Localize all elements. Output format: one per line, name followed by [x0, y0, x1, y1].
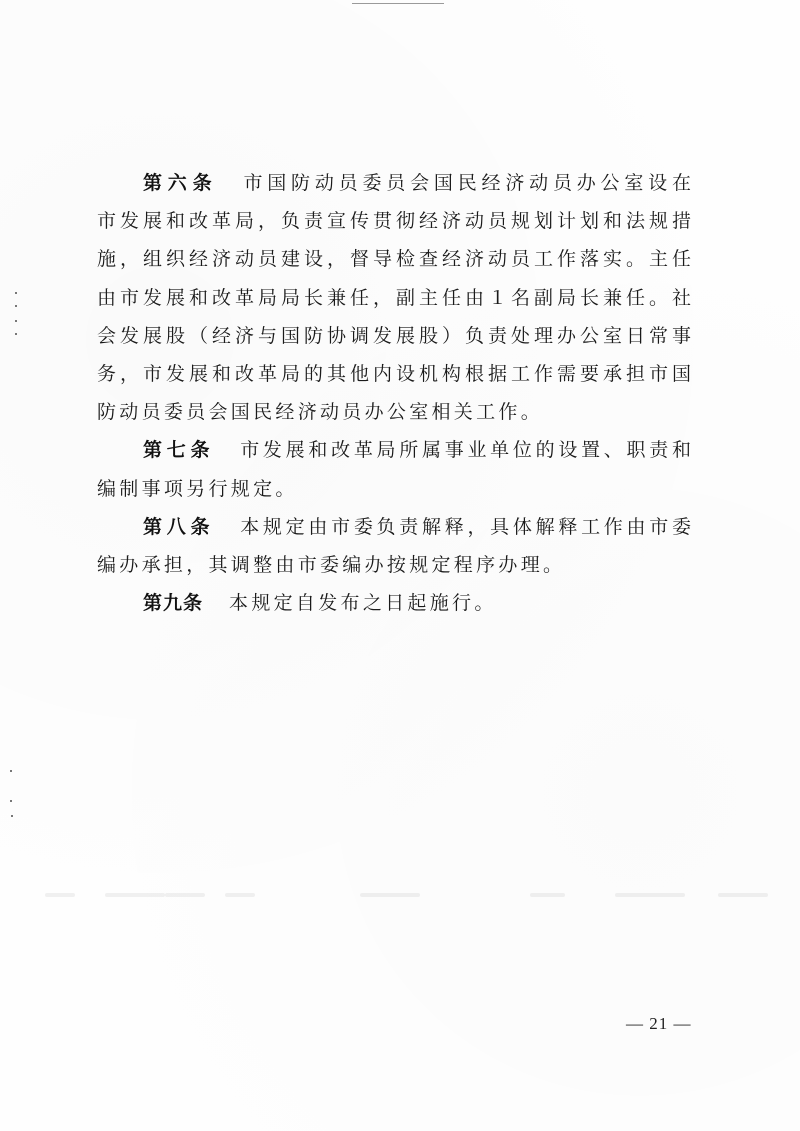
- bleed-through: [530, 893, 565, 897]
- article-6-line-3: 施，组织经济动员建设，督导检查经济动员工作落实。主任: [97, 248, 691, 271]
- bleed-through: [105, 893, 165, 897]
- article-7-label: 第七条: [143, 439, 215, 462]
- article-8-line-2: 编办承担，其调整由市委编办按规定程序办理。: [97, 553, 566, 576]
- scan-artifact: [15, 333, 17, 335]
- scan-artifact: [15, 320, 17, 322]
- scan-artifact: [10, 770, 12, 772]
- article-6-line-7: 防动员委员会国民经济动员办公室相关工作。: [97, 401, 544, 424]
- article-8-line-1: [97, 508, 691, 546]
- article-9-label: 第九条: [143, 592, 204, 615]
- article-7-line-2: 编制事项另行规定。: [97, 477, 298, 500]
- article-6-line-6: 务，市发展和改革局的其他内设机构根据工作需要承担市国: [97, 362, 691, 385]
- article-9-text: 本规定自发布之日起施行。: [229, 592, 497, 615]
- article-6-text: 市国防动员委员会国民经济动员办公室设在: [243, 172, 691, 194]
- bleed-through: [718, 893, 768, 897]
- bleed-through: [225, 893, 255, 897]
- article-6-line-1: [97, 164, 691, 202]
- bleed-through: [165, 893, 205, 897]
- scan-artifact: [15, 305, 17, 307]
- article-9-line-1: [97, 584, 691, 622]
- article-6-line-2: 市发展和改革局，负责宣传贯彻经济动员规划计划和法规措: [97, 210, 691, 233]
- scan-artifact: [11, 815, 13, 817]
- top-scan-rule: [352, 3, 444, 4]
- article-7-text: 市发展和改革局所属事业单位的设置、职责和: [240, 439, 691, 462]
- article-7-line-1: [97, 431, 691, 469]
- article-8-label: 第八条: [143, 515, 215, 538]
- page-number: — 21 —: [626, 1014, 692, 1033]
- bleed-through: [45, 893, 75, 897]
- document-body: [97, 164, 691, 622]
- article-6-label: 第六条: [143, 172, 218, 194]
- article-8-text: 本规定由市委负责解释，具体解释工作由市委: [240, 515, 691, 538]
- article-6-line-4: 由市发展和改革局局长兼任，副主任由１名副局长兼任。社: [97, 286, 691, 309]
- bleed-through: [615, 893, 685, 897]
- article-6-line-5: 会发展股（经济与国防协调发展股）负责处理办公室日常事: [97, 324, 691, 347]
- scan-artifact: [10, 800, 12, 802]
- scan-artifact: [15, 292, 17, 294]
- bleed-through: [360, 893, 420, 897]
